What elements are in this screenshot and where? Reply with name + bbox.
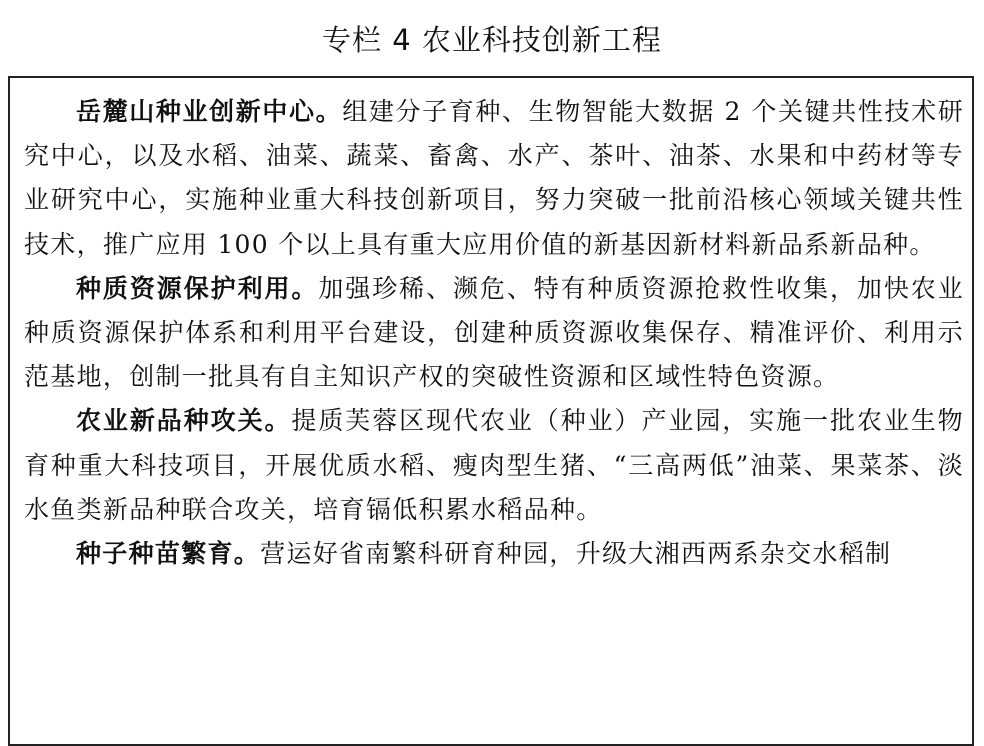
paragraph-seed-innovation-center — [24, 90, 964, 267]
paragraph-text: 组建分子育种、生物智能大数据 2 个关键共性技术研究中心，以及水稻、油菜、蔬菜、畜禽、水产、茶叶、油茶、水果和中药材等专业研究中心，实施种业重大科技创新项目，努力突破一批前沿核心领域关键共性技术，推广应用 100 个以上具有重大应用价值的新基因新材料新品系新品种。 — [24, 97, 964, 259]
paragraph-new-variety-research — [24, 399, 964, 532]
paragraph-text: 营运好省南繁科研育种园，升级大湘西两系杂交水稻制 — [260, 539, 892, 569]
paragraph-text: 加强珍稀、濒危、特有种质资源抢救性收集，加快农业种质资源保护体系和利用平台建设，创建种质资源收集保存、精准评价、利用示范基地，创制一批具有自主知识产权的突破性资源和区域性特色资源。 — [24, 273, 965, 392]
paragraph-germplasm-protection — [24, 267, 964, 400]
paragraph-heading: 岳麓山种业创新中心。 — [76, 97, 343, 126]
paragraph-text: 提质芙蓉区现代农业（种业）产业园，实施一批农业生物育种重大科技项目，开展优质水稻、瘦肉型生猪、“三高两低”油菜、果菜茶、淡水鱼类新品种联合攻关，培育镉低积累水稻品种。 — [24, 406, 964, 524]
paragraph-heading: 种子种苗繁育。 — [76, 539, 261, 569]
paragraph-heading: 农业新品种攻关。 — [76, 406, 292, 436]
paragraph-heading: 种质资源保护利用。 — [76, 273, 319, 303]
paragraph-seed-breeding — [24, 532, 964, 576]
column-body — [24, 90, 964, 576]
column-title: 专栏 4 农业科技创新工程 — [322, 23, 662, 57]
